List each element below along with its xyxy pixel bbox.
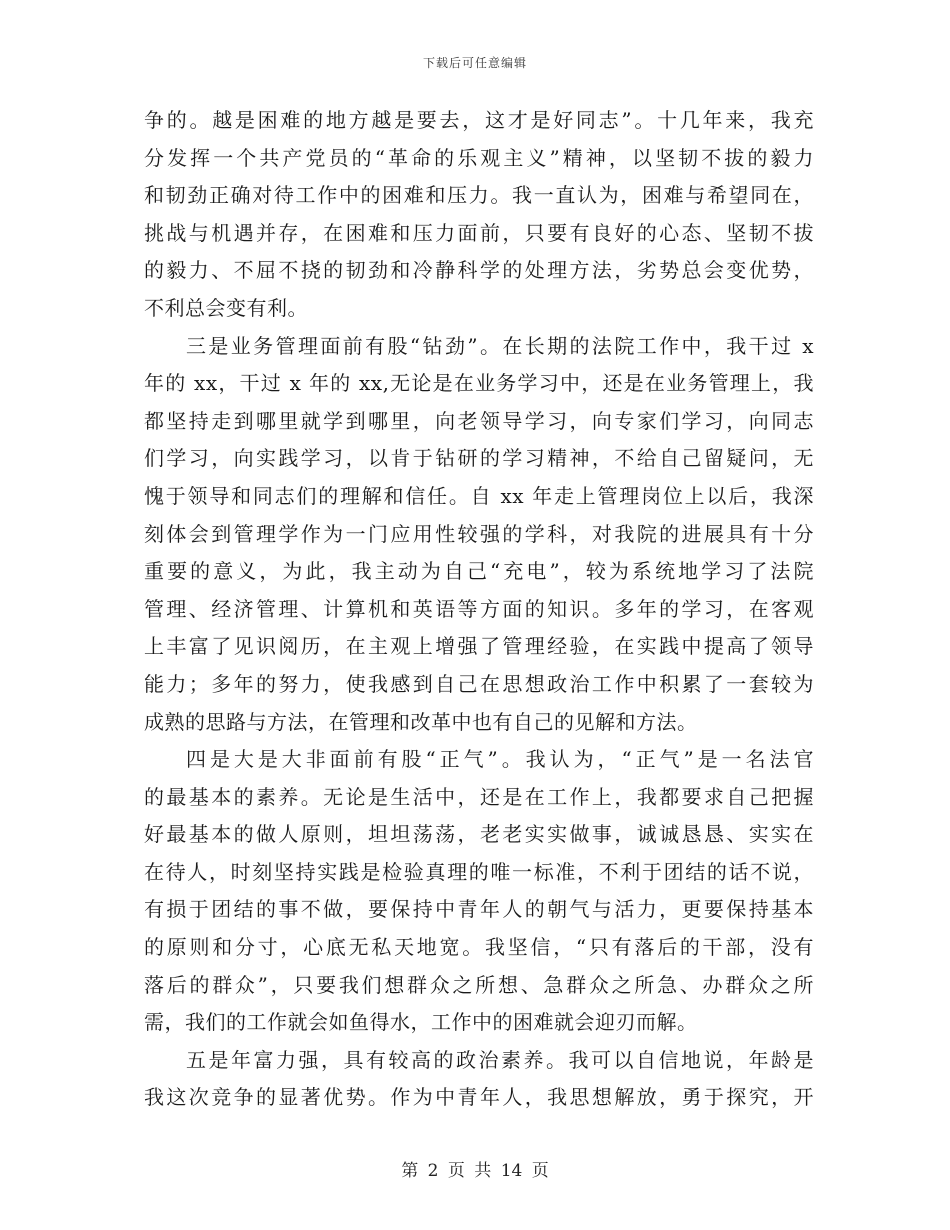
paragraph-line: 有损于团结的事不做，要保持中青年人的朝气与活力，更要保持基本 [144, 897, 814, 922]
paragraph-line: 的毅力、不屈不挠的韧劲和冷静科学的处理方法，劣势总会变优势， [144, 258, 814, 283]
paragraph-line: 成熟的思路与方法，在管理和改革中也有自己的见解和方法。 [144, 709, 698, 734]
paragraph-line: 愧于领导和同志们的理解和信任。自 xx 年走上管理岗位上以后，我深 [144, 483, 814, 508]
paragraph-line: 需，我们的工作就会如鱼得水，工作中的困难就会迎刃而解。 [144, 1010, 698, 1035]
paragraph-line: 争的。越是困难的地方越是要去，这才是好同志”。十几年来，我充 [144, 108, 814, 132]
paragraph-line: 好最基本的做人原则，坦坦荡荡，老老实实做事，诚诚恳恳、实实在 [144, 822, 814, 847]
paragraph-line: 四是大是大非面前有股“正气”。我认为，“正气”是一名法官 [186, 747, 814, 772]
paragraph-line: 落后的群众”，只要我们想群众之所想、急群众之所急、办群众之所 [144, 972, 814, 997]
paragraph-line: 能力；多年的努力，使我感到自己在思想政治工作中积累了一套较为 [144, 671, 814, 696]
paragraph-line: 管理、经济管理、计算机和英语等方面的知识。多年的学习，在客观 [144, 596, 814, 621]
paragraph-line: 五是年富力强，具有较高的政治素养。我可以自信地说，年龄是 [186, 1047, 814, 1072]
paragraph-line: 不利总会变有利。 [144, 295, 308, 320]
paragraph-line: 的最基本的素养。无论是生活中，还是在工作上，我都要求自己把握 [144, 784, 814, 809]
paragraph-line: 挑战与机遇并存，在困难和压力面前，只要有良好的心态、坚韧不拔 [144, 220, 814, 245]
paragraph-line: 上丰富了见识阅历，在主观上增强了管理经验，在实践中提高了领导 [144, 634, 814, 659]
page-number: 第 2 页 共 14 页 [401, 1161, 549, 1181]
paragraph-line: 三是业务管理面前有股“钻劲”。在长期的法院工作中，我干过 x [186, 333, 814, 358]
paragraph-line: 都坚持走到哪里就学到哪里，向老领导学习，向专家们学习，向同志 [144, 408, 814, 433]
paragraph-line: 刻体会到管理学作为一门应用性较强的学科，对我院的进展具有十分 [144, 521, 814, 546]
paragraph-line: 年的 xx，干过 x 年的 xx,无论是在业务学习中，还是在业务管理上，我 [144, 371, 814, 396]
paragraph-line: 的原则和分寸，心底无私天地宽。我坚信，“只有落后的干部，没有 [144, 935, 814, 960]
page-header: 下载后可任意编辑 [422, 56, 527, 70]
paragraph-line: 重要的意义，为此，我主动为自己“充电”，较为系统地学习了法院 [144, 559, 814, 584]
paragraph-line: 们学习，向实践学习，以肯于钻研的学习精神，不给自己留疑问，无 [144, 446, 814, 471]
paragraph-line: 分发挥一个共产党员的“革命的乐观主义”精神，以坚韧不拔的毅力 [144, 145, 814, 170]
paragraph-line: 我这次竞争的显著优势。作为中青年人，我思想解放，勇于探究，开 [144, 1085, 814, 1110]
paragraph-line: 在待人，时刻坚持实践是检验真理的唯一标准，不利于团结的话不说， [144, 859, 814, 884]
document-body [144, 102, 814, 1117]
paragraph-line: 和韧劲正确对待工作中的困难和压力。我一直认为，困难与希望同在， [144, 183, 814, 208]
